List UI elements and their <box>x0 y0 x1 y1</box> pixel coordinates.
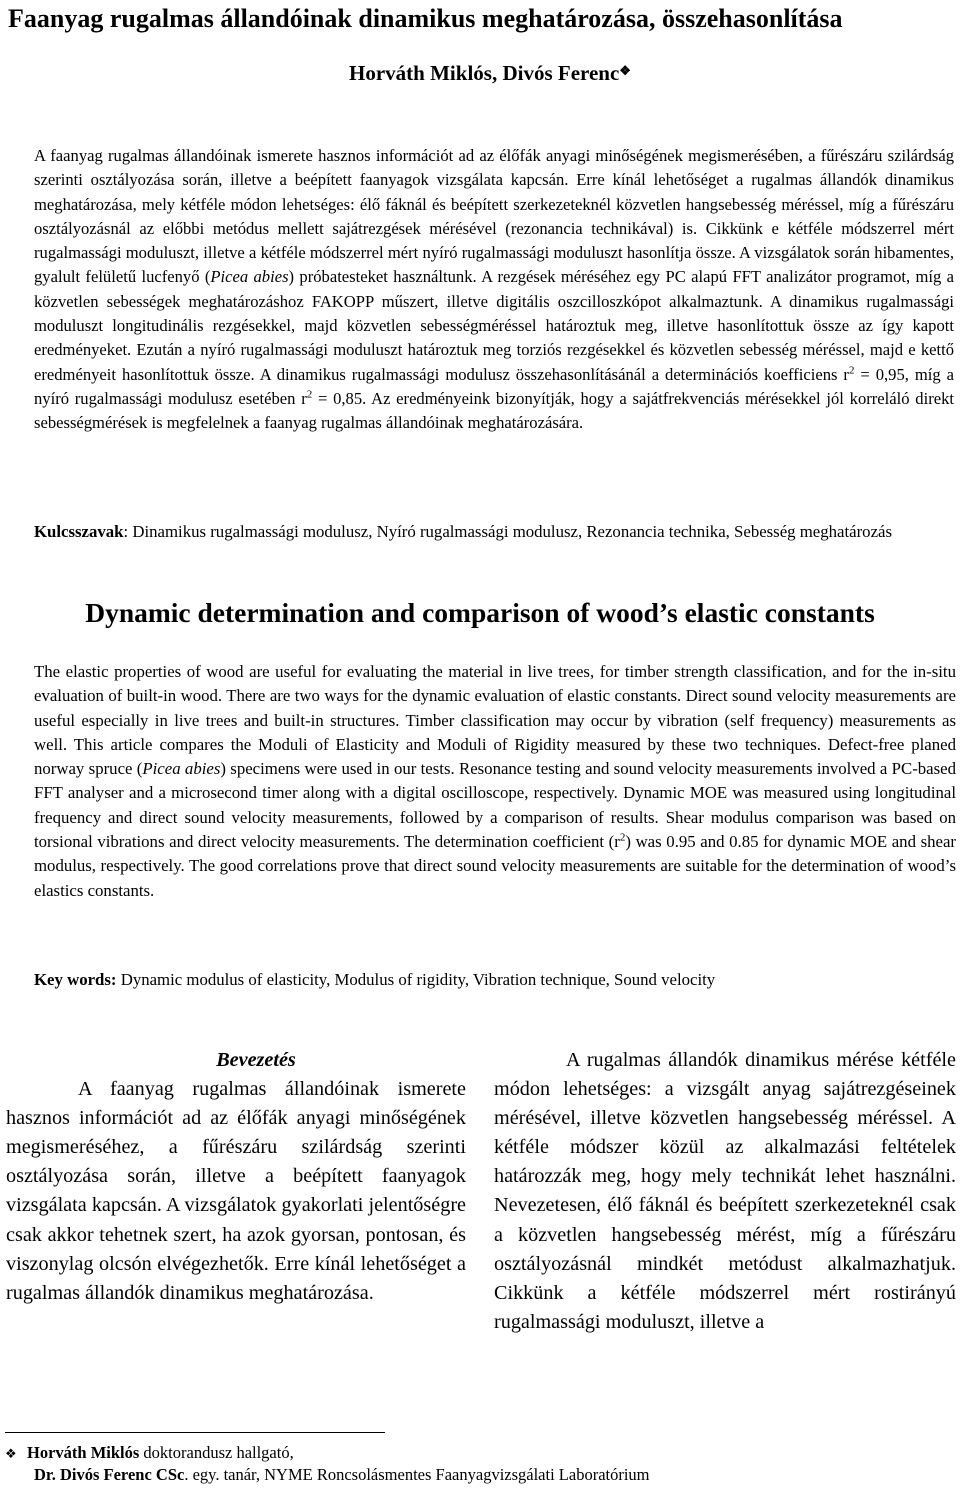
keywords-text: Dinamikus rugalmassági modulusz, Nyíró rugalmassági modulusz, Rezonancia technika, Sebesség meghatározás <box>132 522 892 541</box>
english-keywords <box>34 968 954 992</box>
paper-title: Faanyag rugalmas állandóinak dinamikus meghatározása, összehasonlítása <box>8 4 843 33</box>
footnote-marker-icon: ❖ <box>5 1446 17 1461</box>
keywords-label: Kulcsszavak <box>34 522 124 541</box>
footnote-line-2 <box>34 1464 934 1486</box>
abstract-text: = 0,95, míg a nyíró rugalmassági modulusz esetében r <box>34 364 954 408</box>
author-name: Dr. Divós Ferenc CSc <box>34 1465 185 1484</box>
english-abstract <box>34 660 956 903</box>
authors-line <box>0 60 960 86</box>
superscript: 2 <box>306 388 313 401</box>
species-name: Picea abies <box>210 267 289 287</box>
keywords-label: Key words: <box>34 970 117 989</box>
author-name: Horváth Miklós <box>27 1443 140 1462</box>
authors: Horváth Miklós, Divós Ferenc <box>349 61 620 85</box>
superscript: 2 <box>848 364 855 377</box>
abstract-text: A faanyag rugalmas állandóinak ismerete hasznos információt ad az élőfák anyagi minőségének megismerésében, a fűrészáru szilárdság szerinti osztályozása során, illetve a beépített faanyagok vizsgálata kapcsán. Erre kínál lehetőséget a rugalmas állandók dinamikus meghatározása, mely kétféle módon lehetséges: élő fáknál és beépített szerkezeteknél közvetlen hangsebesség méréssel, míg a fűrészáru osztályozásnál az előbbi metódus mellett sajátrezgések mérésével (rezonancia technikával) is. Cikkünk e kétféle módszerrel mért rugalmassági moduluszt, illetve a kétféle módszerrel mért nyíró rugalmassági moduluszt hasonlítja össze. A vizsgálatok során hibamentes, gyalult felületű lucfenyő ( <box>34 146 954 287</box>
intro-paragraph: A faanyag rugalmas állandóinak ismerete hasznos információt ad az élőfák anyagi minőségének megismeréséhez, a fűrészáru szilárdság szerinti osztályozása során, illetve a beépített faanyagok vizsgálata kapcsán. A vizsgálatok gyakorlati jelentőségre csak akkor tehetnek szert, ha azok gyorsan, pontosan, és viszonylag olcsón elvégezhetők. Erre kínál lehetőséget a rugalmas állandók dinamikus meghatározása. <box>6 1078 466 1304</box>
footnote-divider <box>5 1432 385 1433</box>
section-heading: Bevezetés <box>216 1049 296 1071</box>
footnote-line-1 <box>5 1442 905 1465</box>
intro-left-column <box>6 1046 466 1308</box>
hungarian-abstract <box>34 144 954 436</box>
footnote-mark-icon: ❖ <box>619 63 631 78</box>
abstract-text: = 0,85. Az eredményeink bizonyítják, hogy a sajátfrekvenciás mérésekkel jól korreláló direkt sebességmérések is megfelelnek a faanyag rugalmas állandóinak meghatározására. <box>34 388 955 433</box>
abstract-text: The elastic properties of wood are useful for evaluating the material in live trees, for timber strength classification, and for the in-situ evaluation of built-in wood. There are two ways for the dynamic evaluation of elastic constants. Direct sound velocity measurements are useful especially in live trees and built-in structures. Timber classification may occur by vibration (self frequency) measurements as well. This article compares the Moduli of Elasticity and Moduli of Rigidity measured by these two techniques. Defect-free planed norway spruce ( <box>34 662 956 779</box>
english-title: Dynamic determination and comparison of wood’s elastic constants <box>85 597 875 628</box>
abstract-text: ) specimens were used in our tests. Resonance testing and sound velocity measurements involved a PC-based FFT analyser and a microsecond timer along with a digital oscilloscope, respectively. Dynamic MOE was measured using longitudinal frequency and direct sound velocity measurements, followed by a comparison of results. Shear modulus comparison was based on torsional vibrations and direct velocity measurements. The determination coefficient (r <box>34 759 956 852</box>
keywords-separator: : <box>123 522 133 541</box>
author-role: doktorandusz hallgató, <box>139 1443 294 1462</box>
author-role: . egy. tanár, NYME Roncsolásmentes Faanyagvizsgálati Laboratórium <box>184 1465 650 1484</box>
superscript: 2 <box>619 831 626 844</box>
abstract-text: ) próbatesteket használtunk. A rezgések méréséhez egy PC alapú FFT analizátor programot, míg a közvetlen sebességek meghatározáshoz FAKOPP műszert, illetve digitális oszcilloszkópot alkalmaztunk. A dinamikus rugalmassági moduluszt longitudinális rezgésekkel, majd közvetlen sebességméréssel határoztuk meg, illetve hasonlítottuk össze az így kapott eredményeket. Ezután a nyíró rugalmassági moduluszt határoztuk meg torziós rezgésekkel és közvetlen sebesség méréssel, majd e kettő eredményeit hasonlítottuk össze. A dinamikus rugalmassági modulusz összehasonlításánál a determinációs koefficiens r <box>34 267 954 384</box>
keywords-text: Dynamic modulus of elasticity, Modulus of rigidity, Vibration technique, Sound velocity <box>116 970 716 989</box>
hungarian-keywords <box>34 520 954 545</box>
intro-right-column <box>494 1046 956 1337</box>
abstract-text: ) was 0.95 and 0.85 for dynamic MOE and shear modulus, respectively. The good correlations prove that direct sound velocity measurements are suitable for the determination of wood’s elastics constants. <box>34 832 956 900</box>
species-name: Picea abies <box>142 759 221 779</box>
intro-paragraph: A rugalmas állandók dinamikus mérése kétféle módon lehetséges: a vizsgált anyag sajátrezgéseinek mérésével, illetve közvetlen hangsebesség méréssel. A kétféle módszer közül az alkalmazási feltételek határozzák meg, hogy mely technikát lehet használni. Nevezetesen, élő fáknál és beépített szerkezeteknél csak a közvetlen hangsebesség mérést, míg a fűrészáru osztályozásnál mindkét metódust alkalmazhatjuk. Cikkünk a kétféle módszerrel mért rostirányú rugalmassági moduluszt, illetve a <box>494 1049 956 1333</box>
